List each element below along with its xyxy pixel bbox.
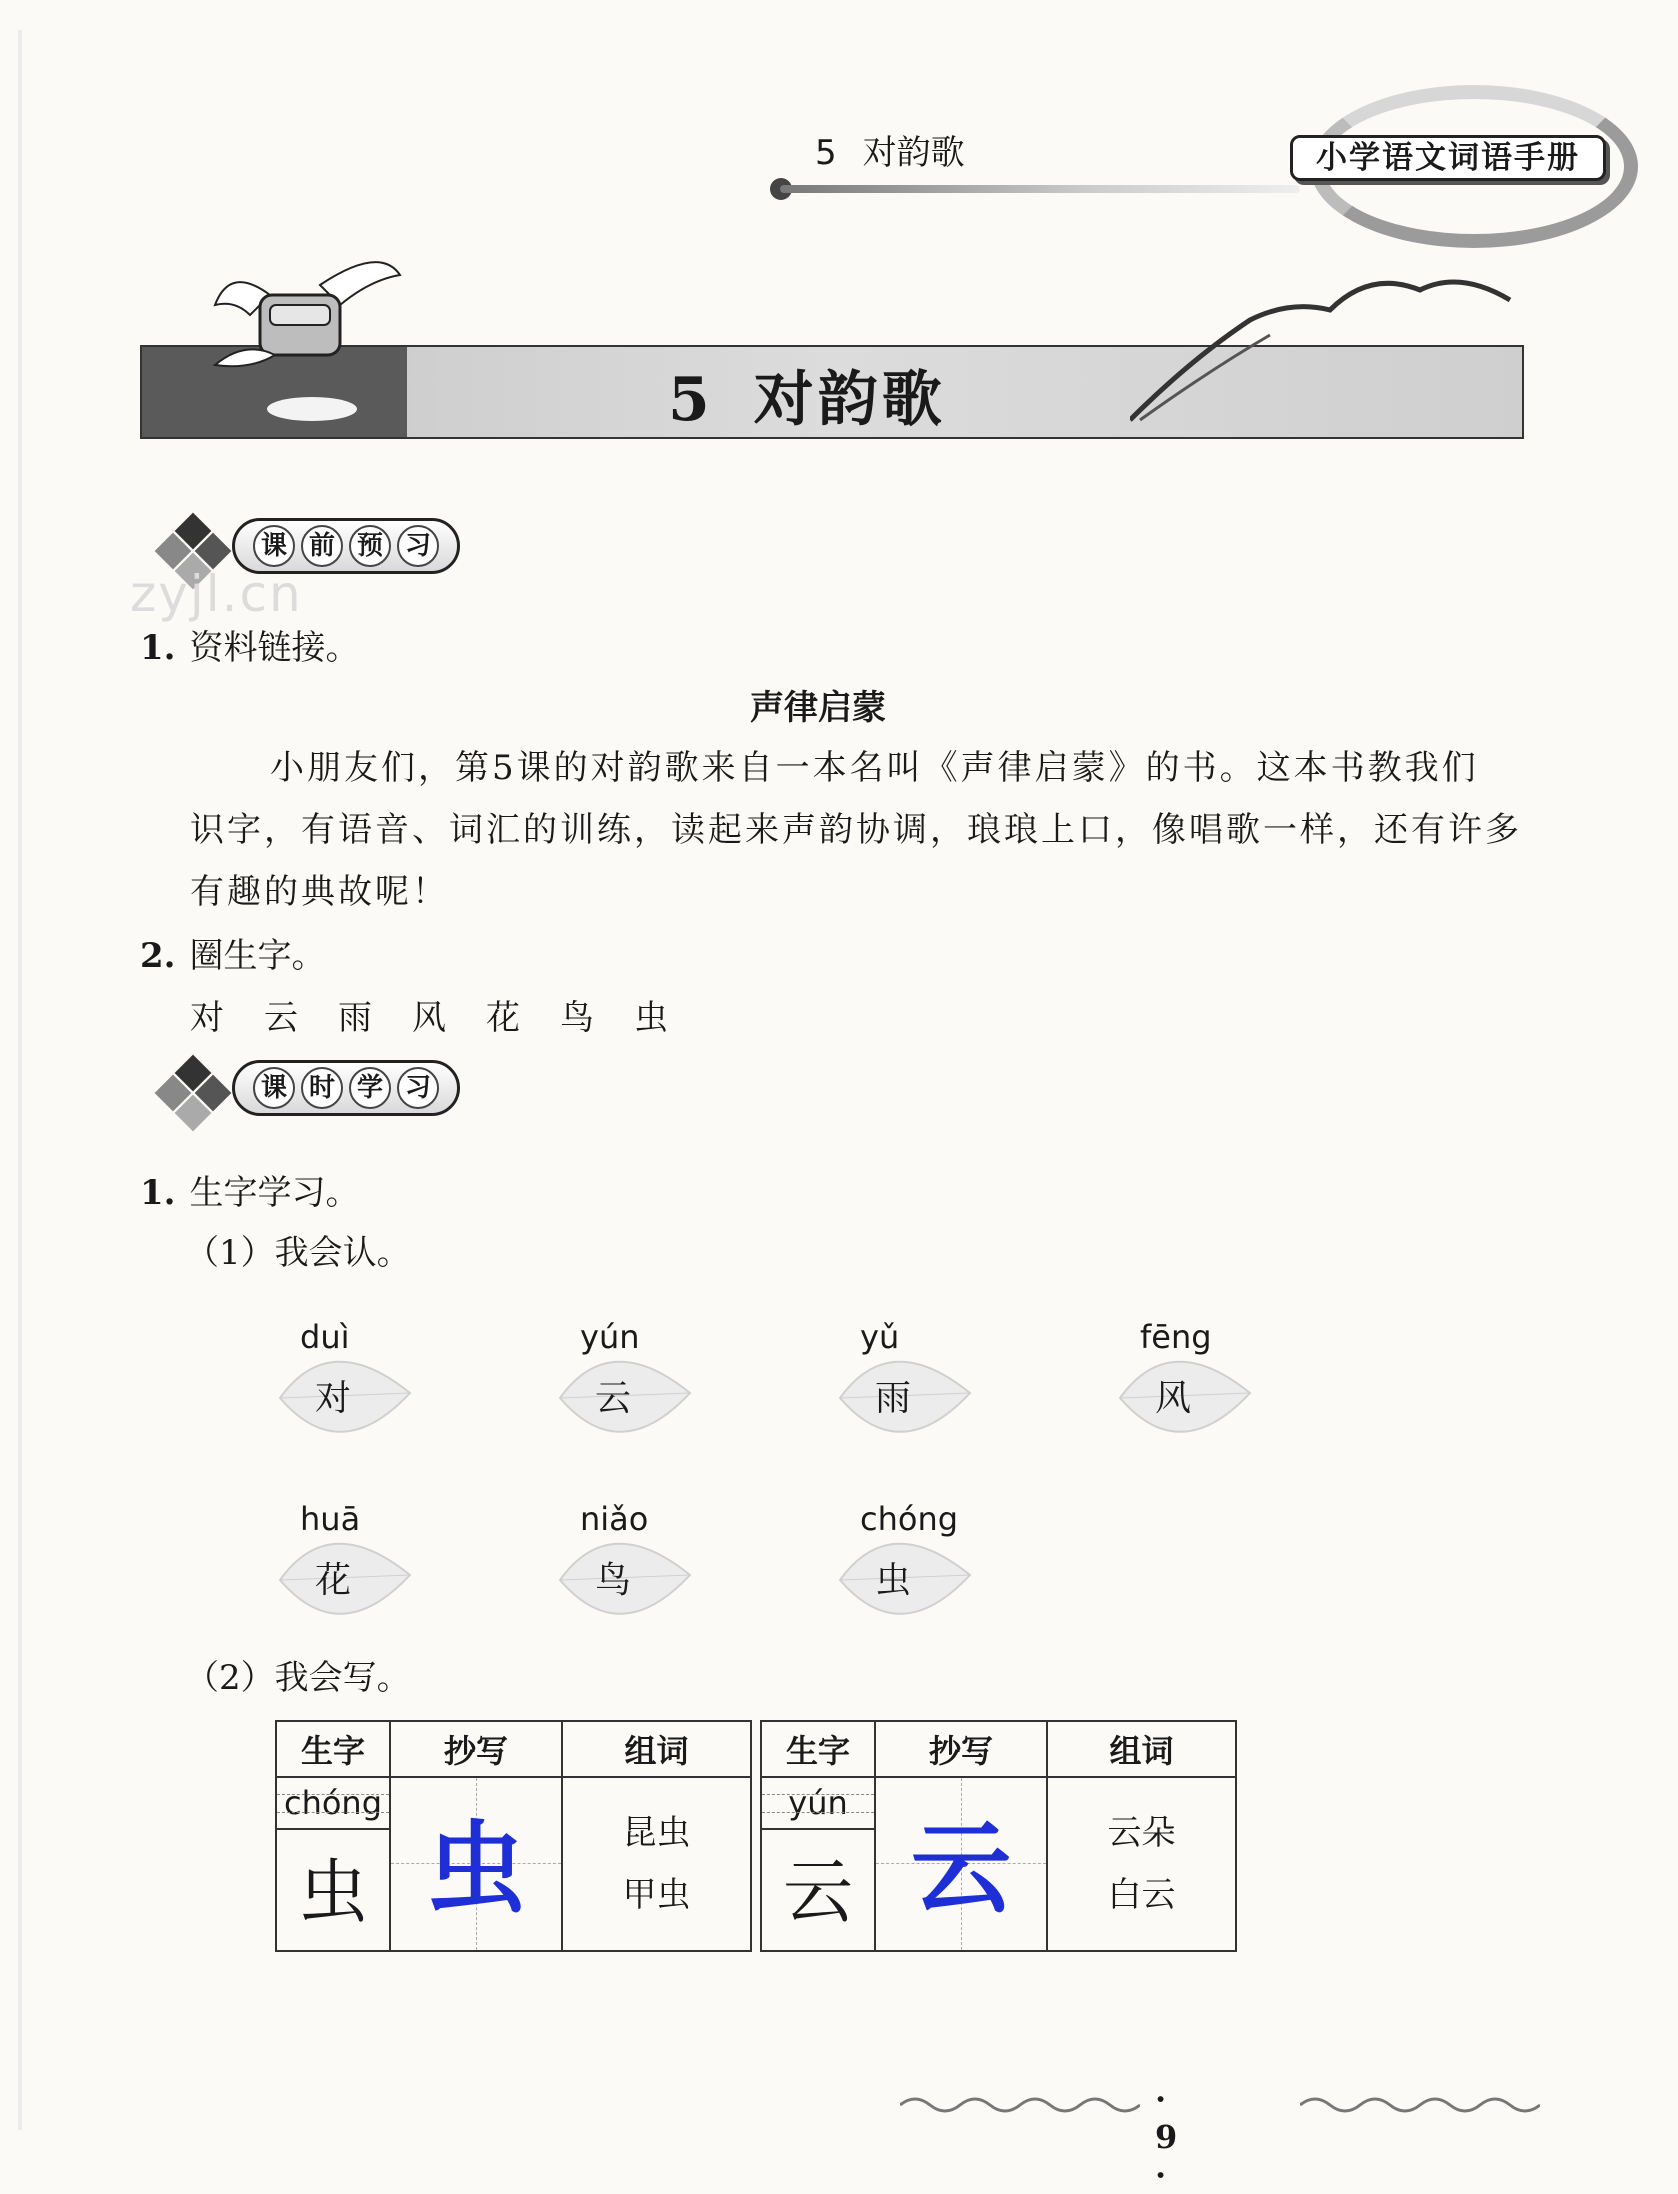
section-char: 时 (301, 1067, 343, 1109)
running-header (815, 125, 965, 174)
pinyin: huā (300, 1500, 361, 1538)
words-cell[interactable] (1047, 1777, 1236, 1951)
table-row (276, 1777, 1236, 1951)
circle-char: 对 (190, 998, 224, 1038)
hanzi: 云 (595, 1378, 632, 1419)
copy-cell[interactable] (875, 1777, 1047, 1951)
pinyin-line: chóng (277, 1778, 389, 1830)
hanzi: 风 (1155, 1378, 1192, 1419)
preview-item-2 (140, 928, 326, 977)
sub-heading-recognize: （1）我会认。 (185, 1233, 411, 1273)
model-char: 虫 (298, 1851, 368, 1933)
section-char: 预 (349, 525, 391, 567)
recognize-card (1110, 1318, 1260, 1458)
page-title (668, 352, 946, 438)
reading-paragraph-line: 有趣的典故呢！ (190, 872, 449, 912)
writing-table (275, 1720, 1237, 1952)
table-gap (751, 1721, 761, 1777)
table-gap (751, 1777, 761, 1951)
page-number: · 9 · (1155, 2080, 1178, 2194)
char-cell (276, 1777, 390, 1951)
section-char: 学 (349, 1067, 391, 1109)
recognize-card (830, 1500, 980, 1640)
handwritten-char: 云 (911, 1810, 1011, 1927)
pinyin-line: yún (762, 1778, 874, 1830)
hanzi: 对 (315, 1378, 352, 1419)
word: 云朵 (1107, 1813, 1176, 1853)
model-char: 云 (783, 1851, 853, 1933)
wave-ornament-icon (1300, 2090, 1540, 2120)
reading-title: 声律启蒙 (750, 688, 886, 728)
copy-cell[interactable] (390, 1777, 562, 1951)
reading-paragraph-line: 小朋友们，第5课的对韵歌来自一本名叫《声律启蒙》的书。这本书教我们 (270, 748, 1479, 788)
study-item-1 (140, 1165, 360, 1214)
item-label: 圈生字。 (189, 936, 326, 976)
char-cell (761, 1777, 875, 1951)
hanzi: 花 (315, 1560, 352, 1601)
flying-schoolbag-icon (210, 255, 410, 395)
section-char: 习 (397, 525, 439, 567)
hanzi: 鸟 (595, 1560, 632, 1601)
sub-heading-write: （2）我会写。 (185, 1658, 411, 1698)
circle-char: 雨 (338, 998, 372, 1038)
column-header: 组词 (562, 1721, 751, 1777)
section-char: 课 (253, 1067, 295, 1109)
title-num: 5 (668, 365, 714, 435)
book-title-badge: 小学语文词语手册 (1290, 135, 1606, 181)
header-rule (780, 185, 1300, 193)
column-header: 抄写 (390, 1721, 562, 1777)
hanzi: 雨 (875, 1378, 912, 1419)
wave-ornament-icon (900, 2090, 1140, 2120)
pinyin: yún (580, 1318, 640, 1356)
circle-chars-row (190, 990, 668, 1039)
circle-char: 虫 (634, 998, 668, 1038)
recognize-card (270, 1500, 420, 1640)
pinyin: duì (300, 1318, 350, 1356)
item-number: 1. (140, 1173, 176, 1213)
circle-char: 花 (486, 998, 520, 1038)
item-label: 生字学习。 (189, 1173, 360, 1213)
pinyin: chóng (860, 1500, 959, 1538)
title-text: 对韵歌 (753, 365, 946, 435)
pinyin: fēng (1140, 1318, 1212, 1356)
column-header: 生字 (761, 1721, 875, 1777)
section-char: 课 (253, 525, 295, 567)
word: 白云 (1107, 1875, 1176, 1915)
word: 甲虫 (622, 1875, 691, 1915)
pinyin: niǎo (580, 1500, 649, 1538)
item-number: 2. (140, 936, 176, 976)
section-pill-study (232, 1060, 460, 1116)
words-cell[interactable] (562, 1777, 751, 1951)
title-band-oval (267, 397, 357, 421)
circle-char: 云 (264, 998, 298, 1038)
recognize-card (550, 1318, 700, 1458)
section-char: 习 (397, 1067, 439, 1109)
pinyin: yǔ (860, 1318, 900, 1356)
circle-char: 风 (412, 998, 446, 1038)
word: 昆虫 (622, 1813, 691, 1853)
handwritten-char: 虫 (426, 1810, 526, 1927)
section-char: 前 (301, 525, 343, 567)
column-header: 抄写 (875, 1721, 1047, 1777)
recognize-card (550, 1500, 700, 1640)
recognize-card (270, 1318, 420, 1458)
header-lesson-num: 5 (815, 133, 837, 173)
swoosh-decoration (1130, 270, 1520, 430)
recognize-card (830, 1318, 980, 1458)
circle-char: 鸟 (560, 998, 594, 1038)
reading-paragraph-line: 识字，有语音、词汇的训练，读起来声韵协调，琅琅上口，像唱歌一样，还有许多 (190, 810, 1522, 850)
item-number: 1. (140, 628, 176, 668)
column-header: 生字 (276, 1721, 390, 1777)
preview-item-1 (140, 620, 360, 669)
watermark: zyjl.cn (130, 565, 303, 623)
hanzi: 虫 (875, 1560, 912, 1601)
item-label: 资料链接。 (189, 628, 360, 668)
page-edge (18, 30, 22, 2130)
table-header-row (276, 1721, 1236, 1777)
column-header: 组词 (1047, 1721, 1236, 1777)
header-lesson-title: 对韵歌 (862, 133, 965, 173)
diamond-cluster-icon (140, 1052, 240, 1142)
